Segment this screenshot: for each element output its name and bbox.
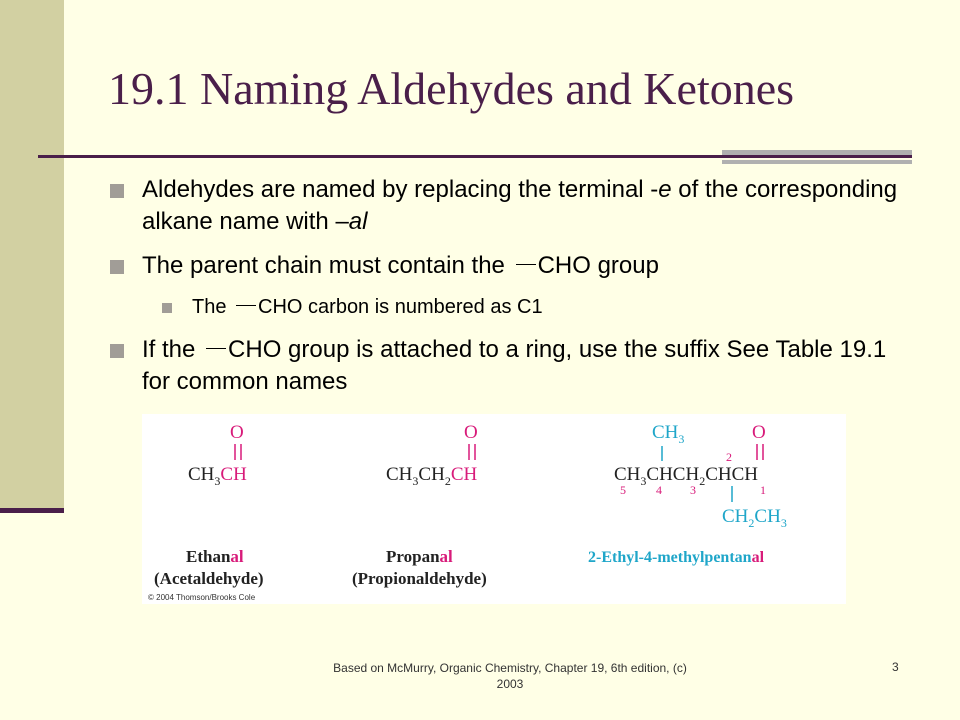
name-ethanal: Ethanal [186,547,244,566]
bullet-item: If the CHO group is attached to a ring, use the suffix See Table 19.1 for common names [108,334,908,398]
name-propanal: Propanal [386,547,453,566]
ethyl-substituent: $CH_2CH_3$ [722,506,787,530]
slide-number: 3 [892,660,899,674]
slide-footer: Based on McMurry, Organic Chemistry, Chapter 19, 6th edition, (c) 2003 [333,661,687,691]
bullet-square-icon [162,303,172,313]
bullet-item: The parent chain must contain the CHO group [108,250,908,282]
sidebar-band [0,0,64,510]
common-name-acetaldehyde: (Acetaldehyde) [154,569,264,588]
formula-propanal: $CH_3CH_2CH$ [386,464,478,488]
molecule-propanal [352,422,487,588]
title-accent-bar-lower [722,160,912,164]
svg-text:O: O [752,422,766,443]
methyl-substituent: $CH_3$ [652,422,685,446]
bullet-square-icon [110,344,124,358]
common-name-propionaldehyde: (Propionaldehyde) [352,569,487,588]
figure-copyright: © 2004 Thomson/Brooks Cole [148,593,256,602]
svg-text:2: 2 [726,450,732,464]
svg-text:O: O [230,422,244,443]
name-2-ethyl-4-methylpentanal: 2-Ethyl-4-methylpentanal [588,549,765,566]
aldehyde-structures-figure [142,414,846,604]
svg-text:3: 3 [690,483,696,497]
svg-text:4: 4 [656,483,662,497]
bullet-square-icon [110,184,124,198]
bullet-item: Aldehydes are named by replacing the terminal -e of the corresponding alkane name with –al [108,174,908,238]
bullet-square-icon [110,260,124,274]
svg-text:1: 1 [760,483,766,497]
formula-pentanal: $CH_3CHCH_2CHCH$ [614,464,758,488]
molecule-ethanal [154,422,264,588]
molecule-2-ethyl-4-methylpentanal [588,422,787,566]
svg-text:O: O [464,422,478,443]
bond-dash-icon [516,264,536,265]
svg-text:5: 5 [620,483,626,497]
sidebar-underline [0,508,64,513]
bond-dash-icon [206,348,226,349]
sub-bullet-item: The CHO carbon is numbered as C1 [108,294,908,320]
title-divider [38,155,912,158]
bond-dash-icon [236,305,256,306]
bullet-list [108,174,908,410]
slide-title: 19.1 Naming Aldehydes and Ketones [108,63,795,114]
formula-ethanal: $CH_3CH$ [188,464,247,488]
